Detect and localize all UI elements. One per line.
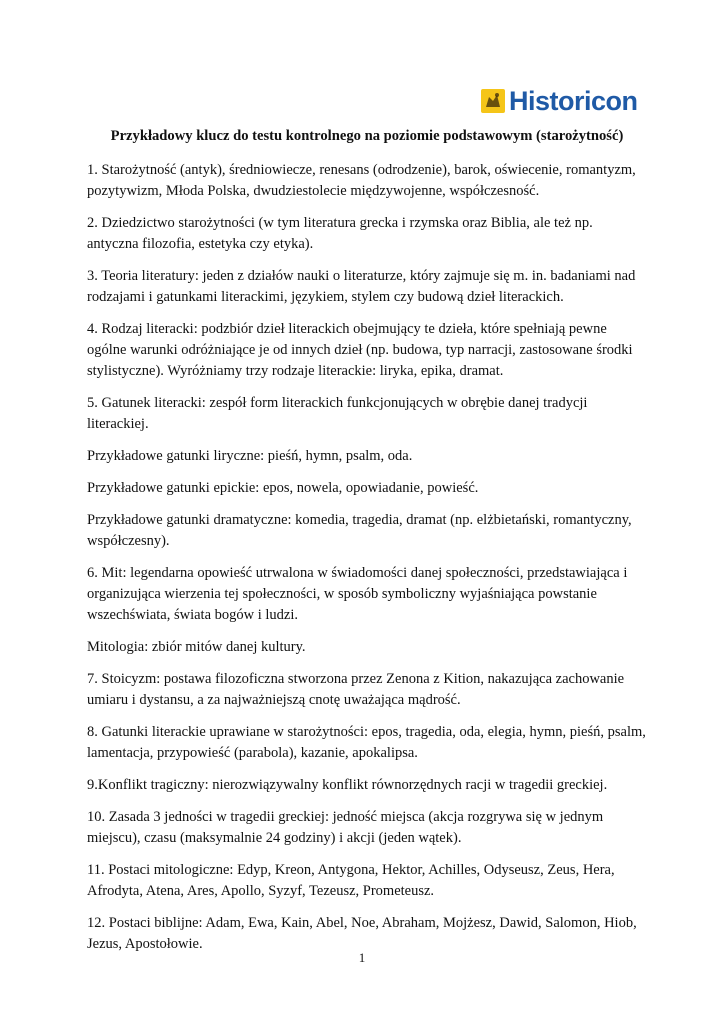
logo-text: Historicon: [509, 86, 638, 116]
paragraph: Przykładowe gatunki dramatyczne: komedia, tragedia, dramat (np. elżbietański, romantyczny, współczesny).: [87, 512, 632, 549]
paragraph: 4. Rodzaj literacki: podzbiór dzieł literackich obejmujący te dzieła, które spełniają pewne ogólne warunki odróżniające je od innych dzieł (np. budowa, typ narracji, zastosowane środki stylistyczne). Wyróżniamy trzy rodzaje literackie: liryka, epika, dramat.: [87, 321, 633, 379]
document-title: Przykładowy klucz do testu kontrolnego na poziomie podstawowym (starożytność): [110, 128, 624, 144]
paragraph: 2. Dziedzictwo starożytności (w tym literatura grecka i rzymska oraz Biblia, ale też np. antyczna filozofia, estetyka czy etyka).: [87, 215, 593, 252]
yellow-emblem-icon: [480, 88, 506, 114]
historicon-logo: [480, 86, 638, 116]
paragraph: Mitologia: zbiór mitów danej kultury.: [87, 639, 306, 655]
paragraph: 12. Postaci biblijne: Adam, Ewa, Kain, Abel, Noe, Abraham, Mojżesz, Dawid, Salomon, Hiob, Jezus, Apostołowie.: [87, 915, 637, 952]
paragraph: 8. Gatunki literackie uprawiane w starożytności: epos, tragedia, oda, elegia, hymn, pieśń, psalm, lamentacja, przypowieść (parabola), kazanie, apokalipsa.: [87, 724, 646, 761]
paragraph: Przykładowe gatunki liryczne: pieśń, hymn, psalm, oda.: [87, 448, 413, 464]
paragraph: Przykładowe gatunki epickie: epos, nowela, opowiadanie, powieść.: [87, 480, 479, 496]
paragraph: 7. Stoicyzm: postawa filozoficzna stworzona przez Zenona z Kition, nakazująca zachowanie umiaru i dystansu, a za najważniejszą cnotę uważająca mądrość.: [87, 671, 625, 708]
paragraph: 9.Konflikt tragiczny: nierozwiązywalny konflikt równorzędnych racji w tragedii greckiej.: [87, 777, 608, 793]
paragraph: 11. Postaci mitologiczne: Edyp, Kreon, Antygona, Hektor, Achilles, Odyseusz, Zeus, Hera, Afrodyta, Atena, Ares, Apollo, Syzyf, Tezeusz, Prometeusz.: [87, 862, 615, 899]
paragraph: 1. Starożytność (antyk), średniowiecze, renesans (odrodzenie), barok, oświecenie, romantyzm, pozytywizm, Młoda Polska, dwudziestolecie międzywojenne, współczesność.: [87, 162, 636, 199]
paragraph: 6. Mit: legendarna opowieść utrwalona w świadomości danej społeczności, przedstawiająca i organizująca wierzenia tej społeczności, w sposób symboliczny wyjaśniająca powstanie wszechświata, świata bogów i ludzi.: [87, 565, 628, 623]
paragraph: 10. Zasada 3 jedności w tragedii greckiej: jedność miejsca (akcja rozgrywa się w jednym miejscu), czasu (maksymalnie 24 godziny) i akcji (jeden wątek).: [87, 809, 604, 846]
page-number: 1: [358, 950, 366, 965]
paragraph: 5. Gatunek literacki: zespół form literackich funkcjonujących w obrębie danej tradycji literackiej.: [87, 395, 588, 432]
paragraph: 3. Teoria literatury: jeden z działów nauki o literaturze, który zajmuje się m. in. badaniami nad rodzajami i gatunkami literackimi, językiem, stylem czy budową dzieł literackich.: [87, 268, 636, 305]
document-body: [87, 126, 647, 966]
